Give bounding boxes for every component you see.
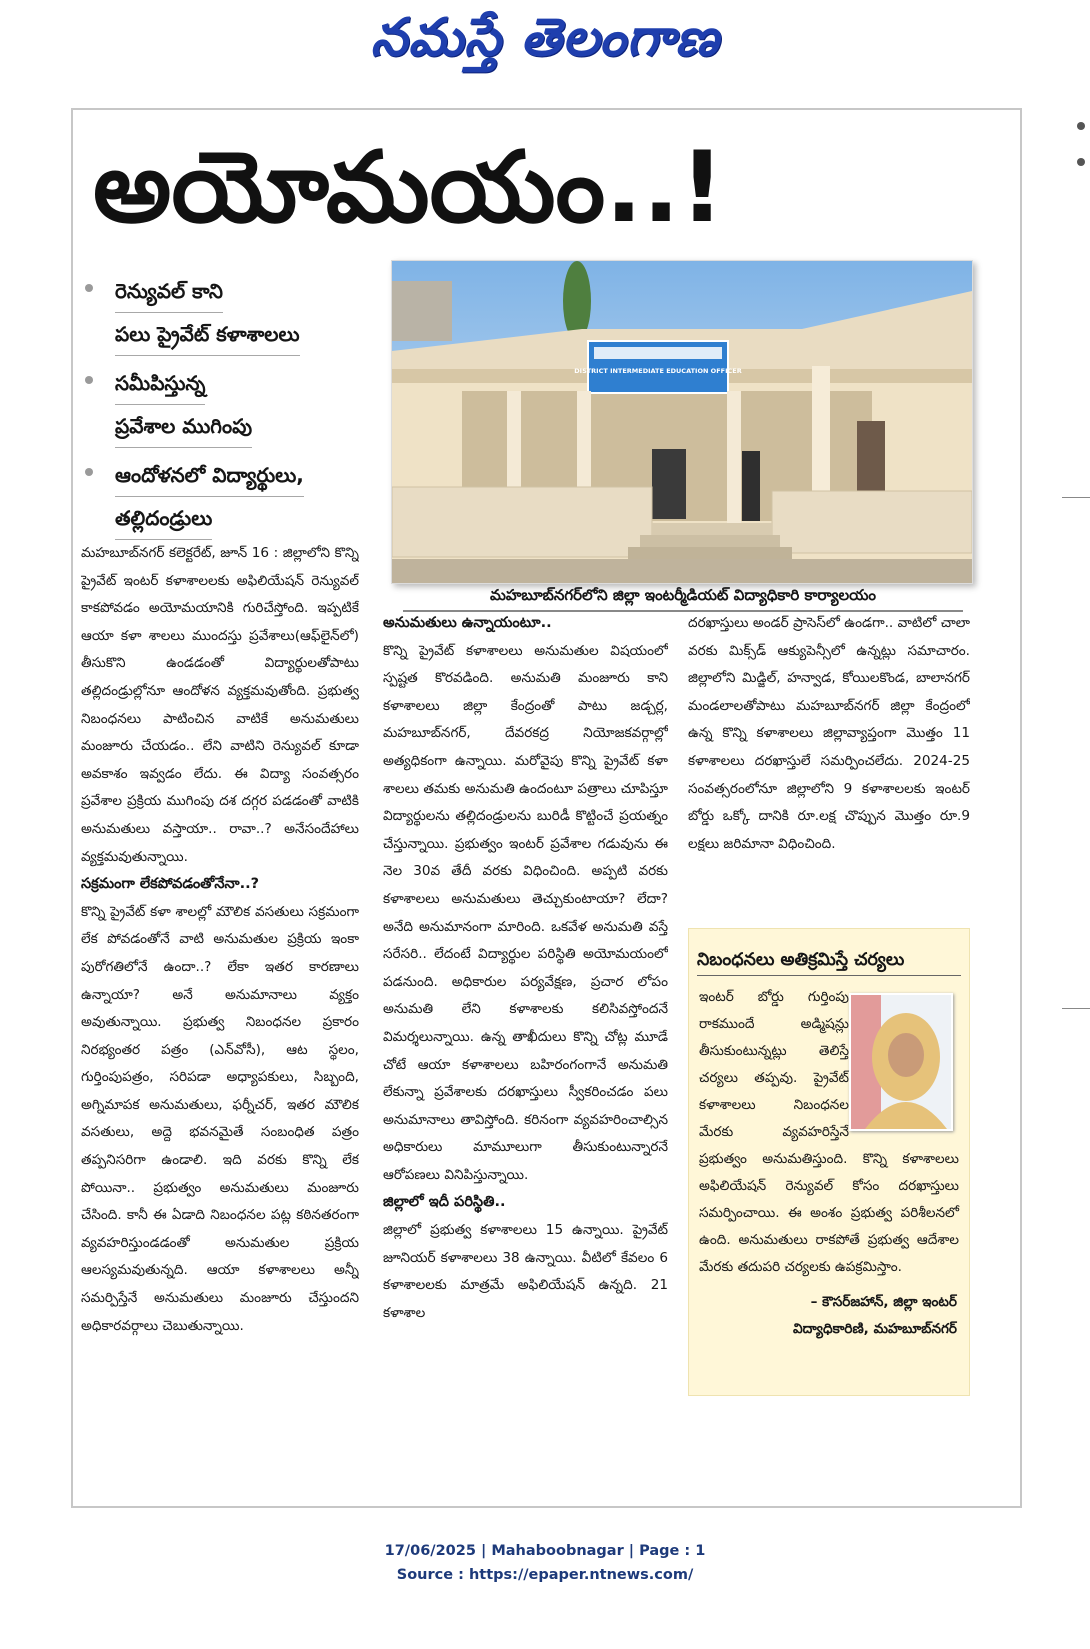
masthead-title: నమస్తే తెలంగాణ	[370, 8, 720, 68]
bullet-dot-icon	[85, 468, 93, 476]
subheading: జిల్లాలో ఇదీ పరిస్థితి..	[383, 1194, 506, 1211]
article-frame	[71, 108, 1022, 1508]
article-column-2	[383, 610, 668, 1410]
article-column-3	[688, 610, 970, 900]
office-photo	[391, 260, 973, 584]
attribution-line: విద్యాధికారిణి, మహబూబ్‌నగర్	[792, 1321, 957, 1337]
paragraph: కొన్ని ప్రైవేట్ కళాశాలలు అనుమతుల విషయంలో స్పష్టత కొరవడింది. అనుమతి మంజూరు కాని కళాశాలలు జిల్లా కేంద్రంతో పాటు జడ్చర్ల, మహబూబ్‌నగర్, దేవరకద్ర నియోజకవర్గాల్లో అత్యధికంగా ఉన్నాయి. మరోవైపు కొన్ని ప్రైవేట్ కళా శాలలు తమకు అనుమతి ఉందంటూ పత్రాలు చూపిస్తూ విద్యార్థులను తల్లిదండ్రులను బురిడీ కొట్టించే ప్రయత్నం చేస్తున్నాయి. ప్రభుత్వం ఇంటర్ ప్రవేశాల గడువును ఈ నెల 30వ తేదీ వరకు విధించింది. అప్పటి వరకు కళాశాలలు అనుమతులు తెచ్చుకుంటాయా? లేదా? అనేది అనుమానంగా మారింది. ఒకవేళ అనుమతి వస్తే సరేసరి.. లేదంటే విద్యార్థుల పరిస్థితి అయోమయంలో పడనుంది. అధికారుల పర్యవేక్షణ, ప్రచార లోపం అనుమతి లేని కళాశాలకు కలిసివస్తోందనే విమర్శలున్నాయి. ఉన్న తాఖీదులు కొన్ని చోట్ల మూడే చోటే ఆయా కళాశాలలు బహిరంగంగానే అనుమతి లేకున్నా ప్రవేశాలకు దరఖాస్తులు స్వీకరించడం పలు అనుమానాలు తావిస్తోంది. కరినంగా వ్యవహరించాల్సిన అధికారులు మామూలుగా తీసుకుంటున్నారనే ఆరోపణలు వినిపిస్తున్నాయి.	[383, 642, 668, 1183]
bullet-line: ప్రవేశాల ముగింపు	[115, 405, 252, 448]
photo-caption: మహబూబ్‌నగర్‌లోని జిల్లా ఇంటర్మీడియట్ విద్యాధికారి కార్యాలయం	[403, 580, 963, 612]
bullet-line: ఆందోళనలో విద్యార్థులు,	[115, 454, 304, 497]
quote-attribution	[701, 1289, 957, 1343]
article-headline: అయోమయం..!	[93, 131, 725, 245]
bullet-line: సమీపిస్తున్న	[115, 362, 205, 405]
quote-text: ఇంటర్ బోర్డు గుర్తింపు రాకముందే అడ్మిషన్లు తీసుకుంటున్నట్లు తెలిస్తే చర్యలు తప్పవు. ప్రైవేట్ కళాశాలలు నిబంధనల మేరకు వ్యవహరిస్తేనే ప్రభుత్వం అనుమతిస్తుంది. కొన్ని కళాశాలలు అఫిలియేషన్ రెన్యువల్ కోసం దరఖాస్తులు సమర్పించాయి. ఈ అంశం ప్రభుత్వ పరిశీలనలో ఉంది. అనుమతులు రాకపోతే ప్రభుత్వ ఆదేశాల మేరకు తదుపరి చర్యలకు ఉపక్రమిస్తాం.	[699, 989, 959, 1275]
bullet-line: పలు ప్రైవేట్ కళాశాలలు	[115, 313, 300, 356]
footer-edition-line: 17/06/2025 | Mahaboobnagar | Page : 1	[384, 1543, 706, 1559]
attribution-line: – కౌసర్‌జహాన్, జిల్లా ఇంటర్	[810, 1294, 957, 1310]
bullet-list	[81, 270, 381, 546]
subheading: సక్రమంగా లేకపోవడంతోనేనా..?	[81, 876, 260, 893]
office-building-illustration	[392, 261, 972, 583]
footer-source-line: Source : https://epaper.ntnews.com/	[396, 1567, 694, 1583]
quote-box-title: నిబంధనలు అతిక్రమిస్తే చర్యలు	[697, 945, 961, 976]
bullet-line: తల్లిదండ్రులు	[115, 497, 212, 540]
paragraph: జిల్లాలో ప్రభుత్వ కళాశాలలు 15 ఉన్నాయి. ప్రైవేట్ జూనియర్ కళాశాలలు 38 ఉన్నాయి. వీటిలో కేవలం 6 కళాశాలలకు మాత్రమే అఫిలియేషన్ ఉన్నది. 21 కళాశాల	[383, 1222, 668, 1321]
article-column-1	[81, 540, 359, 1400]
paragraph: దరఖాస్తులు అండర్ ప్రాసెస్‌లో ఉండగా.. వాటిలో చాలా వరకు మిక్స్‌డ్ ఆక్యుపెన్సీలో ఉన్నట్లు సమాచారం. జిల్లాలోని మిడ్జిల్, హన్వాడ, కోయిలకొండ, బాలానగర్ మండలాలతోపాటు మహబూబ్‌నగర్ జిల్లా కేంద్రంలో ఉన్న కొన్ని కళాశాలలు జిల్లావ్యాప్తంగా మొత్తం 11 కళాశాలలు దరఖాస్తులే సమర్పించలేదు. 2024-25 సంవత్సరంలోనూ జిల్లాలోని 9 కళాశాలలకు ఇంటర్ బోర్డు ఒక్కో దానికి రూ.లక్ష చొప్పున మొత్తం రూ.9 లక్షలు జరిమానా విధించింది.	[688, 615, 970, 852]
office-sign-text: DISTRICT INTERMEDIATE EDUCATION OFFICER	[574, 367, 742, 375]
subheading: అనుమతులు ఉన్నాయంటూ..	[383, 615, 552, 631]
bullet-dot-icon	[85, 284, 93, 292]
paragraph: మహబూబ్‌నగర్ కలెక్టరేట్, జూన్ 16 : జిల్లాలోని కొన్ని ప్రైవేట్ ఇంటర్ కళాశాలలకు అఫిలియేషన్ రెన్యువల్ కాకపోవడం అయోమయానికి గురిచేస్తోంది. ఇప్పటికే ఆయా కళా శాలలు ముందస్తు ప్రవేశాలు(ఆఫ్‌లైన్‌లో) తీసుకొని ఉండడంతో విద్యార్థులతోపాటు తల్లిదండ్రుల్లోనూ ఆందోళన వ్యక్తమవుతోంది. ప్రభుత్వ నిబంధనలు పాటించిన వాటికే అనుమతులు మంజూరు చేయడం.. లేని వాటిని రెన్యువల్ కూడా అవకాశం ఇవ్వడం లేదు. ఈ విద్యా సంవత్సరం ప్రవేశాల ప్రక్రియ ముగింపు దశ దగ్గర పడడంతో వాటికి అనుమతులు వస్తాయా.. రావా..? అనేసందేహాలు వ్యక్తమవుతున్నాయి.	[81, 545, 359, 865]
edge-rule	[1062, 497, 1090, 498]
paragraph: కొన్ని ప్రైవేట్ కళా శాలల్లో మౌలిక వసతులు సక్రమంగా లేక పోవడంతోనే వాటి అనుమతుల ప్రక్రియ ఇంకా పురోగతిలోనే ఉందా..? లేకా ఇతర కారణాలు ఉన్నాయా? అనే అనుమానాలు వ్యక్తం అవుతున్నాయి. ప్రభుత్వ నిబంధనల ప్రకారం నిరభ్యంతర పత్రం (ఎన్‌వోసీ), ఆట స్థలం, గుర్తింపుపత్రం, సరిపడా అధ్యాపకులు, సిబ్బంది, అగ్నిమాపక అనుమతులు, ఫర్నీచర్, ఇతర మౌలిక వసతులు, అద్దె భవనమైతే సంబంధిత పత్రం తప్పనిసరిగా ఉండాలి. ఇది వరకు కొన్ని లేక పోయినా.. ప్రభుత్వం అనుమతులు మంజూరు చేసింది. కానీ ఈ ఏడాది నిబంధనల పట్ల కఠినతరంగా వ్యవహరిస్తుండడంతో అనుమతుల ప్రక్రియ ఆలస్యమవుతున్నది. ఆయా కళాశాలలు అన్నీ సమర్పిస్తేనే అనుమతులు మంజూరు చేస్తుందని అధికారవర్గాలు చెబుతున్నాయి.	[81, 903, 359, 1334]
bullet-item	[81, 454, 381, 540]
edge-dot-icon	[1077, 158, 1085, 166]
bullet-item	[81, 270, 381, 356]
official-portrait	[849, 993, 953, 1131]
edge-dot-icon	[1077, 122, 1085, 130]
bullet-dot-icon	[85, 376, 93, 384]
quote-box	[688, 928, 970, 1396]
bullet-line: రెన్యువల్ కాని	[115, 270, 223, 313]
edge-rule	[1062, 1008, 1090, 1009]
bullet-item	[81, 362, 381, 448]
portrait-illustration	[851, 995, 951, 1129]
